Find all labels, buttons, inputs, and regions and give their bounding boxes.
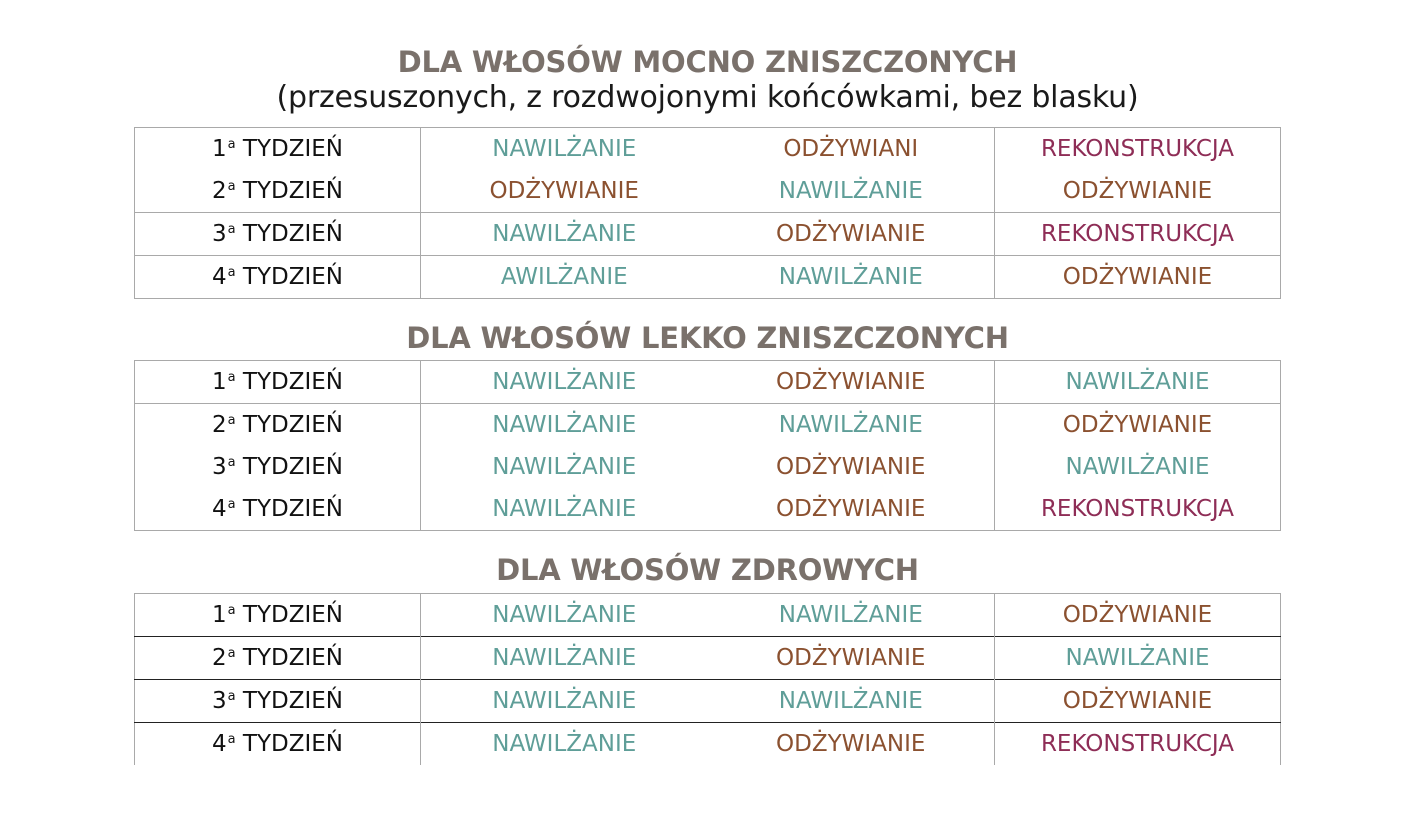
ordinal-mark: a xyxy=(227,455,236,470)
treatment-cell: NAWILŻANIE xyxy=(492,136,637,162)
week-word: TYDZIEŃ xyxy=(235,221,343,247)
table-row xyxy=(135,404,1281,447)
week-word: TYDZIEŃ xyxy=(235,454,343,480)
week-label xyxy=(135,256,421,299)
week-word: TYDZIEŃ xyxy=(235,412,343,438)
schedule-table-lekko xyxy=(134,360,1281,531)
week-number: 4 xyxy=(211,496,227,522)
week-word: TYDZIEŃ xyxy=(235,602,343,628)
treatment-cell: NAWILŻANIE xyxy=(492,602,637,628)
week-word: TYDZIEŃ xyxy=(235,645,343,671)
treatment-cell: NAWILŻANIE xyxy=(708,256,995,299)
section-title-zdrowe: DLA WŁOSÓW ZDROWYCH xyxy=(496,553,919,587)
treatment-cell: ODŻYWIANIE xyxy=(995,680,1281,723)
table-row xyxy=(135,361,1281,404)
treatment-cell: NAWILŻANIE xyxy=(492,369,637,395)
week-word: TYDZIEŃ xyxy=(235,264,343,290)
ordinal-mark: a xyxy=(227,646,236,661)
treatment-cell: NAWILŻANIE xyxy=(1065,454,1210,480)
treatment-cell: NAWILŻANIE xyxy=(708,170,995,213)
week-word: TYDZIEŃ xyxy=(235,369,343,395)
week-label xyxy=(135,680,421,723)
week-number: 3 xyxy=(211,221,227,247)
week-number: 3 xyxy=(211,454,227,480)
treatment-cell: AWILŻANIE xyxy=(421,256,708,299)
treatment-cell: NAWILŻANIE xyxy=(995,637,1281,680)
schedule-table-zdrowe xyxy=(134,593,1281,765)
treatment-cell: NAWILŻANIE xyxy=(492,454,637,480)
week-word: TYDZIEŃ xyxy=(235,688,343,714)
week-label xyxy=(135,488,421,531)
treatment-cell: ODŻYWIANIE xyxy=(708,213,995,256)
ordinal-mark: a xyxy=(227,265,236,280)
table-row xyxy=(135,488,1281,531)
week-number: 2 xyxy=(211,645,227,671)
week-label xyxy=(135,723,421,766)
treatment-cell: NAWILŻANIE xyxy=(1065,369,1210,395)
ordinal-mark: a xyxy=(227,413,236,428)
treatment-cell: ODŻYWIANIE xyxy=(708,488,995,531)
week-label xyxy=(135,213,421,256)
week-word: TYDZIEŃ xyxy=(235,496,343,522)
treatment-cell: ODŻYWIANI xyxy=(708,128,995,171)
week-number: 2 xyxy=(211,178,227,204)
table-row xyxy=(135,128,1281,171)
treatment-cell: REKONSTRUKCJA xyxy=(1040,496,1235,522)
week-label xyxy=(135,446,421,488)
treatment-cell: NAWILŻANIE xyxy=(708,404,995,447)
week-number: 1 xyxy=(211,136,227,162)
treatment-cell: NAWILŻANIE xyxy=(421,680,708,723)
week-label xyxy=(135,637,421,680)
treatment-cell: REKONSTRUKCJA xyxy=(995,723,1281,766)
treatment-cell: NAWILŻANIE xyxy=(492,496,637,522)
table-row xyxy=(135,594,1281,637)
week-number: 4 xyxy=(211,264,227,290)
week-word: TYDZIEŃ xyxy=(235,731,343,757)
treatment-cell: ODŻYWIANIE xyxy=(995,256,1281,299)
ordinal-mark: a xyxy=(227,222,236,237)
table-row xyxy=(135,723,1281,766)
table-row xyxy=(135,213,1281,256)
treatment-cell: ODŻYWIANIE xyxy=(995,404,1281,447)
week-number: 1 xyxy=(211,369,227,395)
treatment-cell: REKONSTRUKCJA xyxy=(1040,136,1235,162)
week-word: TYDZIEŃ xyxy=(235,178,343,204)
week-number: 4 xyxy=(211,731,227,757)
week-label xyxy=(135,128,421,171)
treatment-cell: NAWILŻANIE xyxy=(421,637,708,680)
table-row xyxy=(135,446,1281,488)
section-title-lekko: DLA WŁOSÓW LEKKO ZNISZCZONYCH xyxy=(406,321,1009,355)
treatment-cell: NAWILŻANIE xyxy=(421,213,708,256)
section-subtitle-mocno: (przesuszonych, z rozdwojonymi końcówkami, bez blasku) xyxy=(276,80,1139,115)
ordinal-mark: a xyxy=(227,179,236,194)
week-number: 2 xyxy=(211,412,227,438)
treatment-cell: ODŻYWIANIE xyxy=(489,178,639,204)
week-label xyxy=(135,594,421,637)
ordinal-mark: a xyxy=(227,603,236,618)
treatment-cell: ODŻYWIANIE xyxy=(1062,178,1213,204)
table-row xyxy=(135,637,1281,680)
week-label xyxy=(135,170,421,213)
section-title-mocno: DLA WŁOSÓW MOCNO ZNISZCZONYCH xyxy=(397,45,1018,79)
treatment-cell: ODŻYWIANIE xyxy=(708,446,995,488)
ordinal-mark: a xyxy=(227,497,236,512)
table-row xyxy=(135,256,1281,299)
treatment-cell: NAWILŻANIE xyxy=(421,723,708,766)
ordinal-mark: a xyxy=(227,732,236,747)
treatment-cell: ODŻYWIANIE xyxy=(708,361,995,404)
treatment-cell: ODŻYWIANIE xyxy=(708,723,995,766)
week-label xyxy=(135,404,421,447)
week-number: 1 xyxy=(211,602,227,628)
ordinal-mark: a xyxy=(227,689,236,704)
treatment-cell: NAWILŻANIE xyxy=(708,594,995,637)
treatment-cell: NAWILŻANIE xyxy=(421,404,708,447)
treatment-cell: REKONSTRUKCJA xyxy=(995,213,1281,256)
week-number: 3 xyxy=(211,688,227,714)
week-label xyxy=(135,361,421,404)
ordinal-mark: a xyxy=(227,137,236,152)
treatment-cell: NAWILŻANIE xyxy=(708,680,995,723)
treatment-cell: ODŻYWIANIE xyxy=(1062,602,1213,628)
treatment-cell: ODŻYWIANIE xyxy=(708,637,995,680)
ordinal-mark: a xyxy=(227,370,236,385)
table-row xyxy=(135,680,1281,723)
schedule-table-mocno xyxy=(134,127,1281,299)
table-row xyxy=(135,170,1281,213)
week-word: TYDZIEŃ xyxy=(235,136,343,162)
